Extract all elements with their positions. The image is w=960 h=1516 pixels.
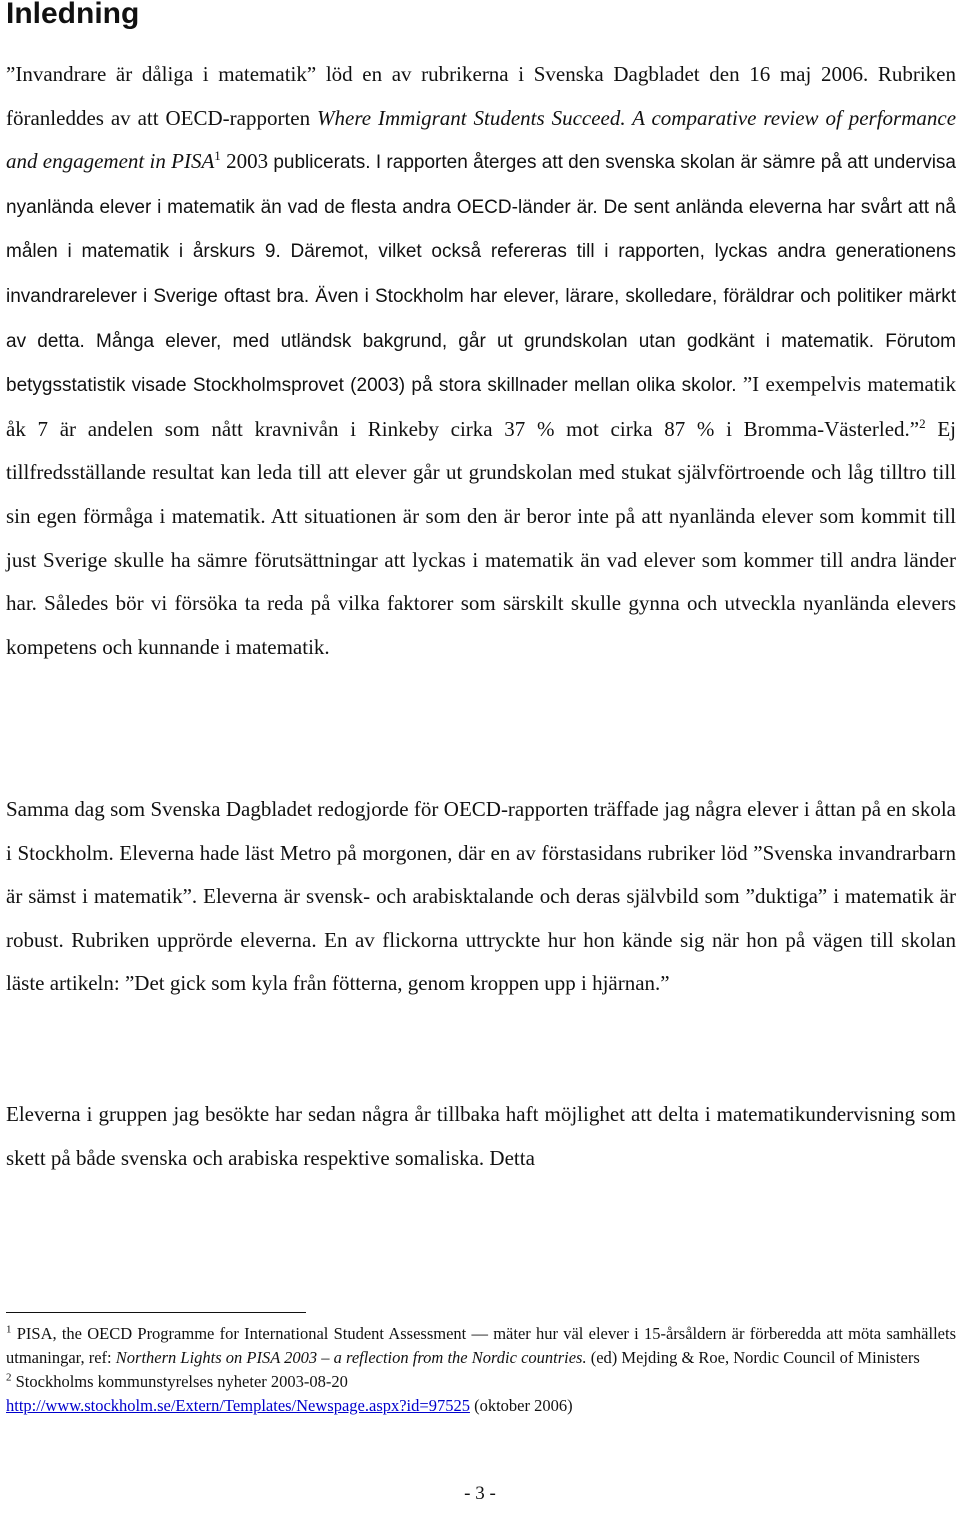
section-heading: Inledning [6, 0, 140, 30]
footnote-2-link-line [6, 1394, 956, 1418]
footnote-1-text: PISA, the OECD Programme for International Student Assessment — mäter hur väl elever i 15-årsåldern är förberedda att möta samhällets utmaningar, ref: [6, 1324, 956, 1367]
footnote-1-title: Northern Lights on PISA 2003 – a reflection from the Nordic countries. [115, 1348, 587, 1367]
third-paragraph: Eleverna i gruppen jag besökte har sedan några år tillbaka haft möjlighet att delta i matematikundervisning som skett på både svenska och arabiska respektive somaliska. Detta [6, 1102, 956, 1170]
intro-paragraph [6, 53, 956, 669]
footnote-2-link[interactable]: http://www.stockholm.se/Extern/Templates/Newspage.aspx?id=97525 [6, 1396, 470, 1415]
footnote-2-number: 2 [6, 1371, 12, 1384]
second-paragraph: Samma dag som Svenska Dagbladet redogjorde för OECD-rapporten träffade jag några elever i åttan på en skola i Stockholm. Eleverna hade läst Metro på morgonen, där en av förstasidans rubriker löd ”Svenska invandrarbarn är sämst i matematik”. Eleverna är svensk- och arabisktalande och deras självbild som ”duktiga” i matematik är robust. Rubriken upprörde eleverna. En av flickorna uttryckte hur hon kände sig när hon på vägen till skolan läste artikeln: ”Det gick som kyla från fötterna, genom kroppen upp i hjärnan.” [6, 797, 956, 996]
footnote-1 [6, 1322, 956, 1370]
footnote-2-text: Stockholms kommunstyrelses nyheter 2003-08-20 [11, 1372, 348, 1391]
footnote-1-number: 1 [6, 1323, 12, 1336]
intro-text-3: Ej tillfredsställande resultat kan leda till att elever går ut grundskolan med stukat självförtroende och låg tilltro till sin egen förmåga i matematik. Att situationen är som den är beror inte på att nyanlända elever som kommit till just Sverige skulle ha sämre förutsättningar att lyckas i matematik än vad elever som kommer till andra länder har. Således bör vi försöka ta reda på vilka faktorer som särskilt skulle gynna och utveckla nyanlända elevers kompetens och kunnande i matematik. [6, 416, 956, 659]
page-number: - 3 - [464, 1483, 496, 1504]
intro-quote: ”I exempelvis matematik åk 7 är andelen som nått kravnivån i Rinkeby cirka 37 % mot cirka 87 % i Bromma-Västerled.” [6, 372, 956, 441]
footnote-2 [6, 1370, 956, 1394]
report-title: Where Immigrant Students Succeed. A comparative review of performance and engagement in PISA [6, 105, 957, 174]
footnote-ref-2[interactable]: 2 [919, 415, 926, 431]
intro-text-year: 2003 [220, 149, 274, 174]
intro-text-1: ”Invandrare är dåliga i matematik” löd en av rubrikerna i Svenska Dagbladet den 16 maj 2006. Rubriken föranleddes av att OECD-rapporten [6, 62, 956, 130]
intro-text-2: publicerats. I rapporten återges att den svenska skolan är sämre på att undervisa nyanlända elever i matematik än vad de flesta andra OECD-länder är. De sent anlända eleverna har svårt att nå målen i matematik i årskurs 9. Däremot, vilket också refereras till i rapporten, lyckas andra generationens invandrarelever i Sverige oftast bra. Även i Stockholm har elever, lärare, skolledare, föräldrar och politiker märkt av detta. Många elever, med utländsk bakgrund, går ut grundskolan utan godkänt i matematik. Förutom betygsstatistik visade Stockholmsprovet (2003) på stora skillnader mellan olika skolor. [6, 152, 956, 397]
footnote-2-date: (oktober 2006) [469, 1396, 573, 1415]
footnote-separator [6, 1312, 306, 1313]
footnote-ref-1[interactable]: 1 [214, 148, 221, 164]
footnote-1-source: (ed) Mejding & Roe, Nordic Council of Ministers [586, 1348, 920, 1367]
footnotes [6, 1322, 956, 1418]
